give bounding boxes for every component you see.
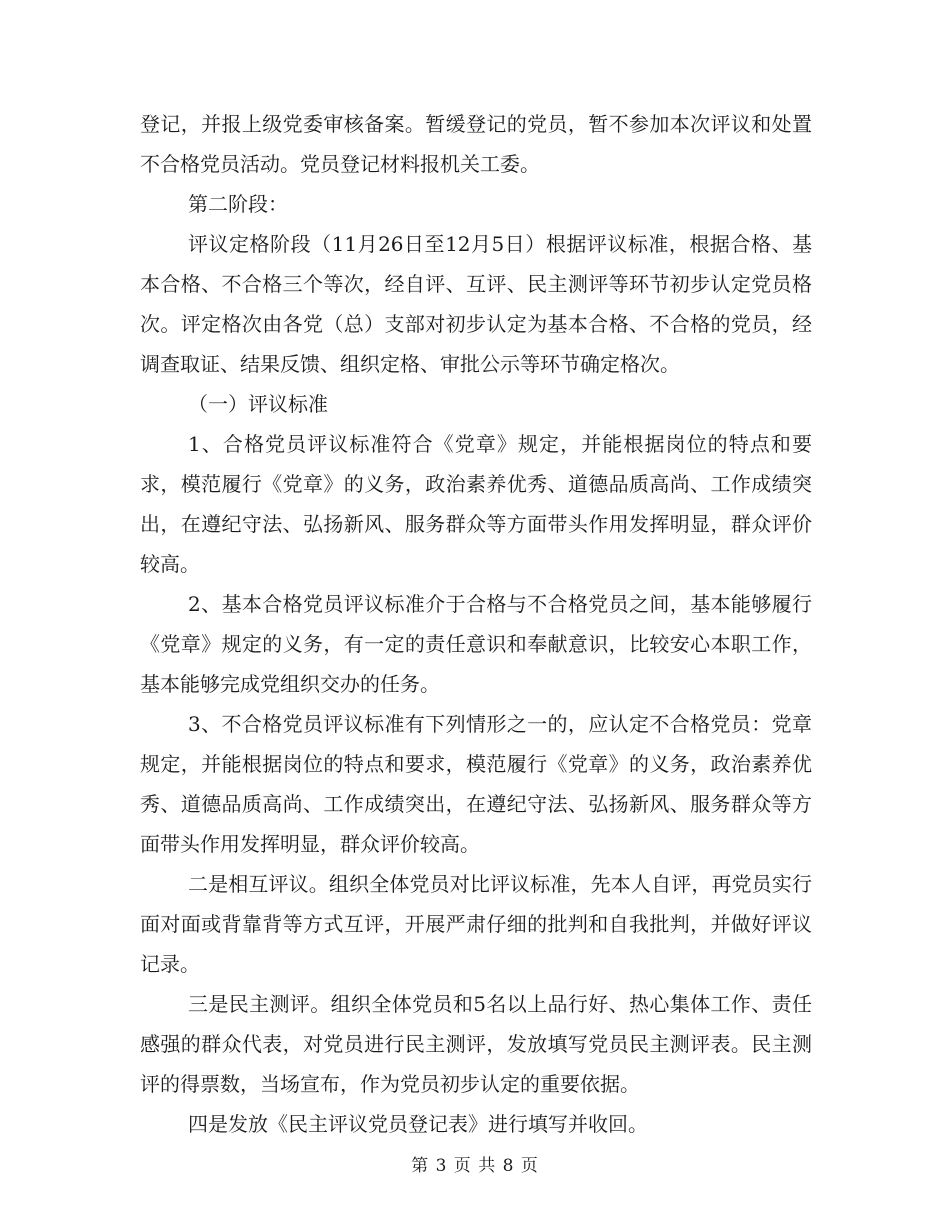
document-body xyxy=(140,104,812,1144)
paragraph-mutual-review: 二是相互评议。组织全体党员对比评议标准，先本人自评，再党员实行面对面或背靠背等方式互评，开展严肃仔细的批判和自我批判，并做好评议记录。 xyxy=(140,872,812,976)
paragraph-registration-form: 四是发放《民主评议党员登记表》进行填写并收回。 xyxy=(188,1112,648,1136)
paragraph-standard-basic: 2、基本合格党员评议标准介于合格与不合格党员之间，基本能够履行《党章》规定的义务，有一定的责任意识和奉献意识，比较安心本职工作，基本能够完成党组织交办的任务。 xyxy=(140,592,812,696)
paragraph-standard-qualified: 1、合格党员评议标准符合《党章》规定，并能根据岗位的特点和要求，模范履行《党章》的义务，政治素养优秀、道德品质高尚、工作成绩突出，在遵纪守法、弘扬新风、服务群众等方面带头作用发挥明显，群众评价较高。 xyxy=(140,432,812,576)
page-footer xyxy=(0,1156,950,1176)
paragraph-evaluation-stage: 评议定格阶段（11月26日至12月5日）根据评议标准，根据合格、基本合格、不合格三个等次，经自评、互评、民主测评等环节初步认定党员格次。评定格次由各党（总）支部对初步认定为基本合格、不合格的党员，经调查取证、结果反馈、组织定格、审批公示等环节确定格次。 xyxy=(140,232,812,376)
section-heading-standards: （一）评议标准 xyxy=(188,392,328,416)
paragraph-standard-unqualified: 3、不合格党员评议标准有下列情形之一的，应认定不合格党员：党章规定，并能根据岗位的特点和要求，模范履行《党章》的义务，政治素养优秀、道德品质高尚、工作成绩突出，在遵纪守法、弘扬新风、服务群众等方面带头作用发挥明显，群众评价较高。 xyxy=(140,712,812,856)
paragraph-stage-two-title: 第二阶段： xyxy=(188,192,288,216)
paragraph-democratic-evaluation: 三是民主测评。组织全体党员和5名以上品行好、热心集体工作、责任感强的群众代表，对党员进行民主测评，发放填写党员民主测评表。民主测评的得票数，当场宣布，作为党员初步认定的重要依据。 xyxy=(140,992,812,1096)
page-number: 第 3 页 共 8 页 xyxy=(411,1156,539,1176)
paragraph-registration: 登记，并报上级党委审核备案。暂缓登记的党员，暂不参加本次评议和处置不合格党员活动。党员登记材料报机关工委。 xyxy=(140,112,812,176)
